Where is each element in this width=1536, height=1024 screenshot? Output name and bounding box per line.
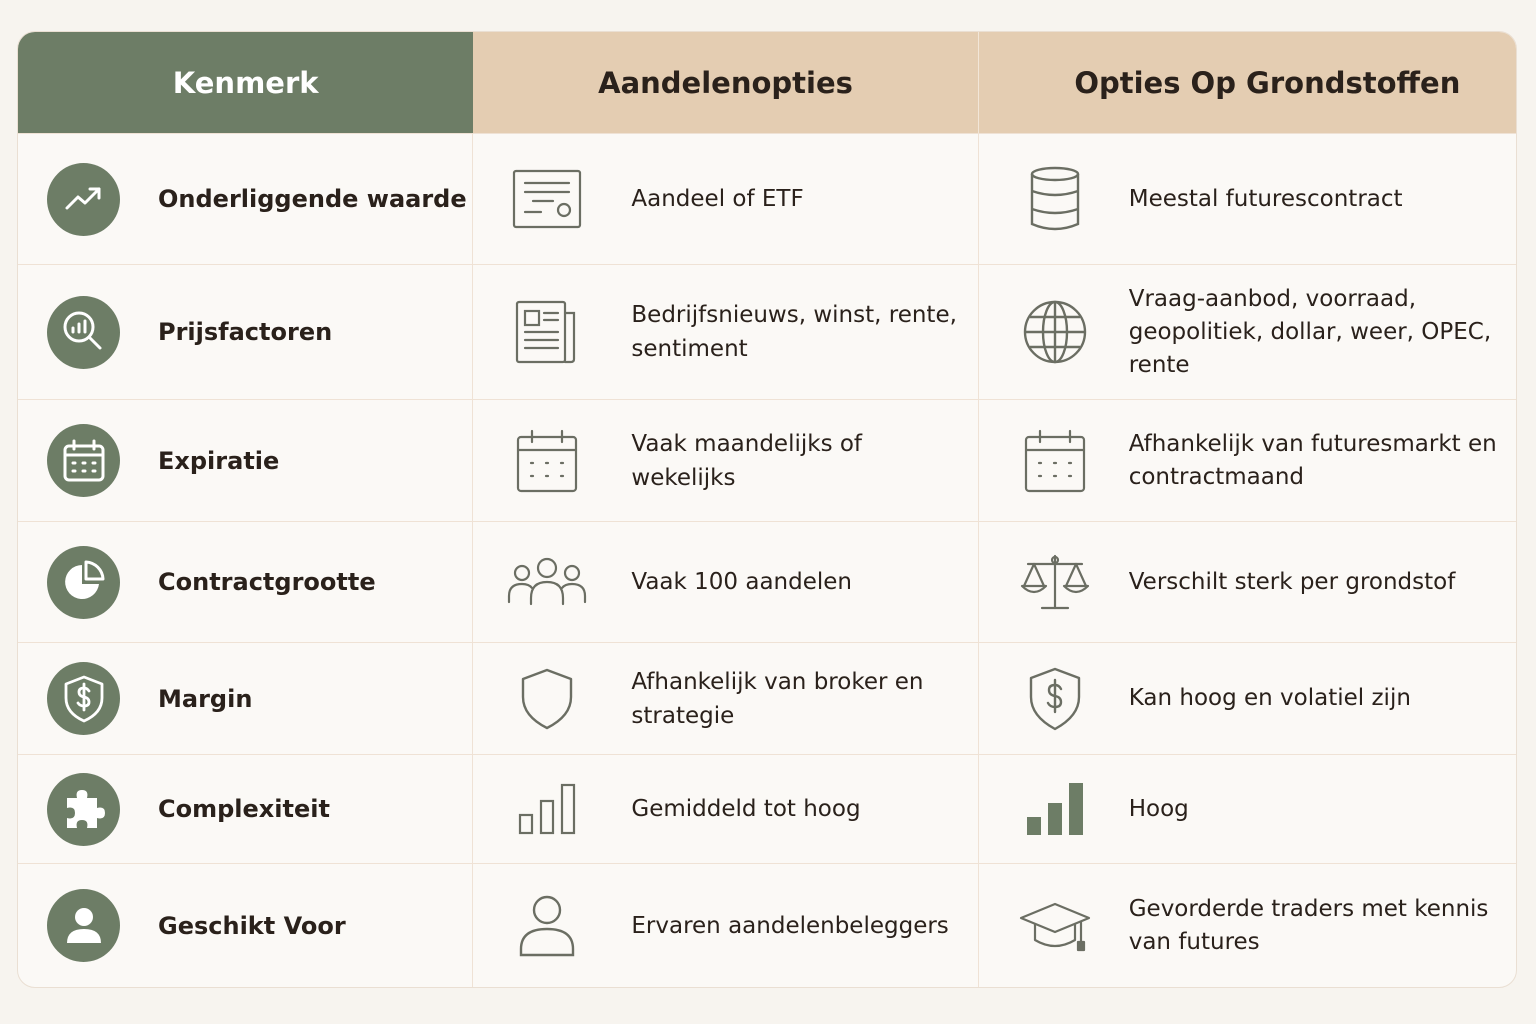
stock-cell	[473, 522, 978, 642]
table-row	[18, 864, 1516, 987]
stock-cell	[473, 400, 978, 521]
people-group-icon	[507, 547, 587, 617]
stock-cell	[473, 864, 978, 987]
magnifier-chart-icon	[47, 296, 120, 369]
table-row	[18, 522, 1516, 643]
puzzle-icon	[47, 773, 120, 846]
feature-cell	[18, 265, 473, 399]
balance-scale-icon	[1015, 547, 1095, 617]
feature-label: Complexiteit	[158, 795, 330, 823]
trend-up-icon	[47, 163, 120, 236]
pie-chart-icon	[47, 546, 120, 619]
stock-cell	[473, 643, 978, 754]
header-commodity-options: Opties Op Grondstoffen	[979, 32, 1516, 133]
commodity-cell	[979, 864, 1516, 987]
stock-text: Ervaren aandelenbeleggers	[631, 912, 949, 939]
graduation-cap-icon	[1015, 891, 1095, 961]
commodity-text: Vraag-aanbod, voorraad, geopolitiek, dollar, weer, OPEC, rente	[1128, 285, 1492, 378]
calendar-icon	[507, 426, 587, 496]
commodity-text: Meestal futurescontract	[1128, 185, 1403, 212]
shield-dollar-icon	[1015, 664, 1095, 734]
feature-label: Margin	[158, 684, 253, 713]
table-row	[18, 265, 1516, 400]
feature-cell	[18, 864, 473, 987]
feature-cell	[18, 643, 473, 754]
stock-text: Vaak 100 aandelen	[631, 569, 853, 595]
table-row	[18, 400, 1516, 522]
feature-cell	[18, 134, 473, 264]
stock-cell	[473, 755, 978, 863]
calendar-icon	[47, 424, 120, 497]
feature-cell	[18, 522, 473, 642]
commodity-cell	[979, 134, 1516, 264]
commodity-cell	[979, 643, 1516, 754]
bar-level-filled-icon	[1015, 774, 1095, 844]
newspaper-icon	[507, 297, 587, 367]
commodity-text: Verschilt sterk per grondstof	[1128, 568, 1456, 595]
header-feature: Kenmerk	[18, 32, 473, 133]
commodity-cell	[979, 522, 1516, 642]
stock-cell	[473, 265, 978, 399]
feature-cell	[18, 755, 473, 863]
commodity-cell	[979, 755, 1516, 863]
commodity-text: Gevorderde traders met kennis van futures	[1128, 895, 1489, 955]
shield-dollar-icon	[47, 662, 120, 735]
user-outline-icon	[507, 891, 587, 961]
stock-text: Bedrijfsnieuws, winst, rente, sentiment	[631, 302, 957, 362]
stock-text: Gemiddeld tot hoog	[631, 796, 861, 822]
feature-cell	[18, 400, 473, 521]
table-row	[18, 643, 1516, 755]
feature-label: Onderliggende waarde	[158, 185, 467, 213]
certificate-icon	[507, 164, 587, 234]
shield-icon	[507, 664, 587, 734]
commodity-cell	[979, 400, 1516, 521]
table-row	[18, 755, 1516, 864]
feature-label: Geschikt Voor	[158, 911, 346, 940]
commodity-cell	[979, 265, 1516, 399]
commodity-text: Afhankelijk van futuresmarkt en contractmaand	[1128, 430, 1497, 490]
feature-label: Expiratie	[158, 446, 280, 475]
commodity-text: Hoog	[1128, 795, 1189, 822]
table-header	[18, 32, 1516, 134]
bar-level-outline-icon	[507, 774, 587, 844]
comparison-table	[17, 31, 1517, 988]
globe-icon	[1015, 297, 1095, 367]
calendar-icon	[1015, 426, 1095, 496]
table-row	[18, 134, 1516, 265]
stock-text: Afhankelijk van broker en strategie	[631, 668, 924, 729]
feature-label: Prijsfactoren	[158, 318, 333, 346]
user-icon	[47, 889, 120, 962]
barrel-icon	[1015, 164, 1095, 234]
stock-text: Aandeel of ETF	[631, 186, 804, 212]
header-stock-options: Aandelenopties	[473, 32, 978, 133]
commodity-text: Kan hoog en volatiel zijn	[1128, 685, 1411, 711]
stock-cell	[473, 134, 978, 264]
feature-label: Contractgrootte	[158, 568, 376, 596]
stock-text: Vaak maandelijks of wekelijks	[631, 430, 863, 491]
